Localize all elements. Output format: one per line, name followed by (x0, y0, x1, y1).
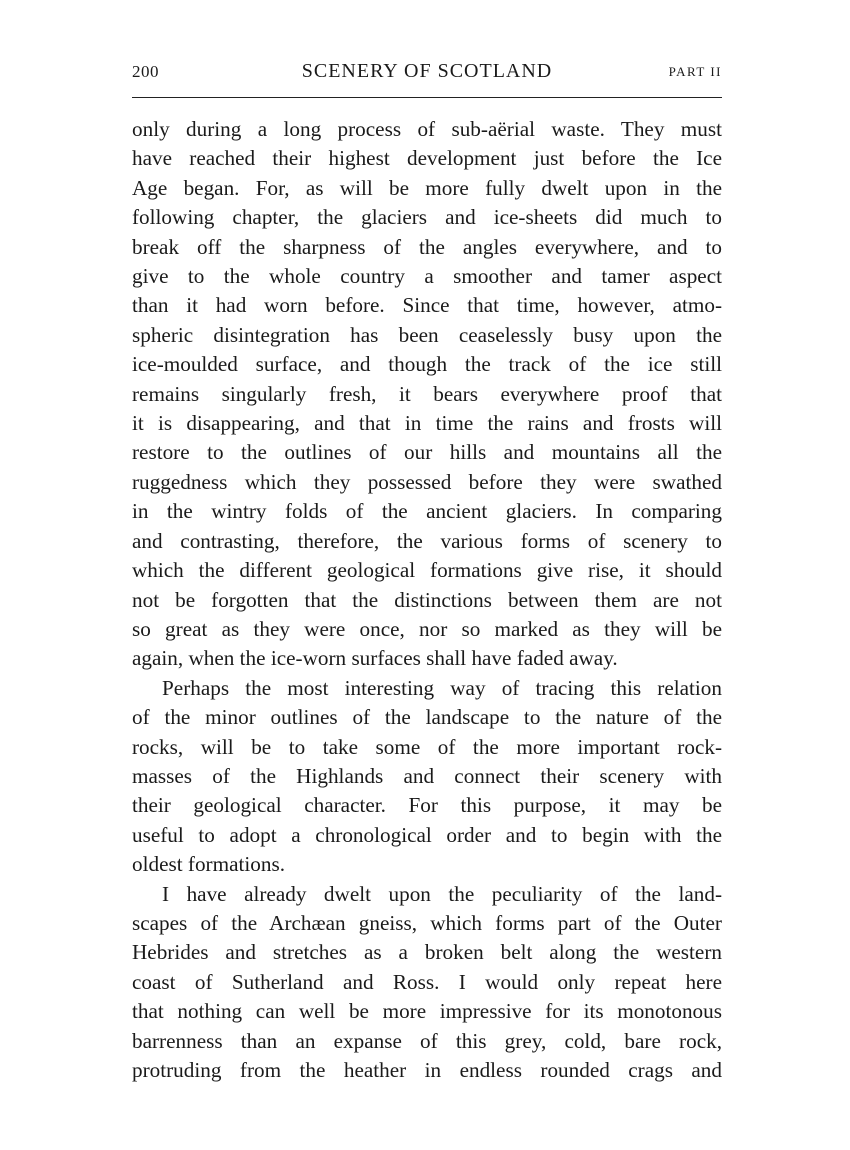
text-line: remains singularly fresh, it bears everywhere proof that (132, 381, 722, 406)
text-line: oldest formations. (132, 852, 285, 877)
text-line: Hebrides and stretches as a broken belt along the western (132, 940, 722, 965)
text-line: have reached their highest development just before the Ice (132, 146, 722, 171)
text-line: of the minor outlines of the landscape to the nature of the (132, 705, 722, 730)
text-line: coast of Sutherland and Ross. I would only repeat here (132, 969, 722, 994)
text-line: following chapter, the glaciers and ice-sheets did much to (132, 205, 722, 230)
book-page (132, 58, 722, 1085)
text-line: that nothing can well be more impressive for its monotonous (132, 999, 722, 1024)
text-line: ruggedness which they possessed before they were swathed (132, 469, 722, 494)
text-line: so great as they were once, nor so marked as they will be (132, 616, 722, 641)
text-line: Perhaps the most interesting way of tracing this relation (162, 675, 722, 700)
page-number: 200 (132, 62, 159, 81)
text-line: I have already dwelt upon the peculiarity of the land- (162, 881, 722, 906)
text-line: than it had worn before. Since that time, however, atmo- (132, 293, 722, 318)
text-line: scapes of the Archæan gneiss, which forms part of the Outer (132, 910, 722, 935)
paragraph-3 (132, 880, 722, 1086)
paragraph-2 (132, 674, 722, 880)
running-title: SCENERY OF SCOTLAND (301, 60, 553, 82)
text-line: restore to the outlines of our hills and mountains all the (132, 440, 722, 465)
text-line: protruding from the heather in endless rounded crags and (132, 1058, 722, 1082)
text-line: spheric disintegration has been ceaselessly busy upon the (132, 322, 722, 347)
text-line: Age began. For, as will be more fully dwelt upon in the (132, 175, 722, 200)
part-label: PART II (668, 64, 722, 79)
text-line: masses of the Highlands and connect their scenery with (132, 763, 722, 788)
text-line: ice-moulded surface, and though the track of the ice still (132, 352, 722, 377)
body-text (132, 115, 722, 1085)
text-line: again, when the ice-worn surfaces shall have faded away. (132, 646, 618, 671)
text-line: and contrasting, therefore, the various forms of scenery to (132, 528, 722, 553)
text-line: not be forgotten that the distinctions between them are not (132, 587, 722, 612)
text-line: their geological character. For this purpose, it may be (132, 793, 722, 818)
text-line: give to the whole country a smoother and tamer aspect (132, 264, 722, 289)
text-line: only during a long process of sub-aërial waste. They must (132, 117, 722, 141)
text-line: rocks, will be to take some of the more important rock- (132, 734, 722, 759)
text-line: useful to adopt a chronological order and to begin with the (132, 822, 722, 847)
text-line: which the different geological formations give rise, it should (132, 558, 722, 583)
text-line: break off the sharpness of the angles everywhere, and to (132, 234, 722, 259)
text-line: it is disappearing, and that in time the rains and frosts will (132, 411, 722, 436)
paragraph-1 (132, 115, 722, 674)
header-rule (132, 97, 722, 98)
running-header (132, 58, 722, 88)
text-line: in the wintry folds of the ancient glaciers. In comparing (132, 499, 722, 524)
text-line: barrenness than an expanse of this grey, cold, bare rock, (132, 1028, 722, 1053)
